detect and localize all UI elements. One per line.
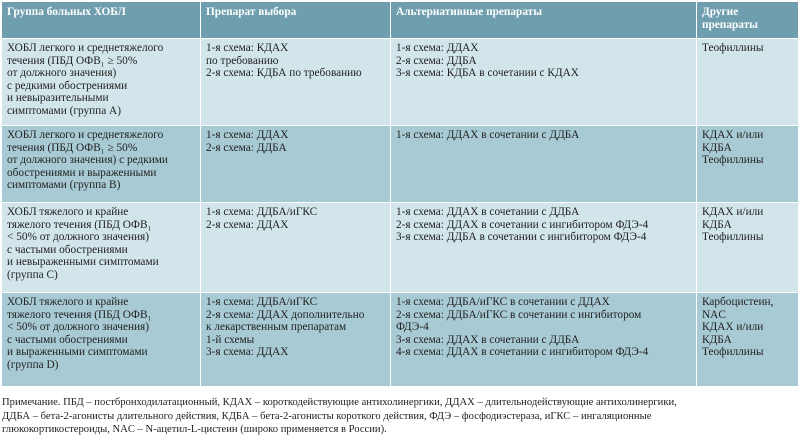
cell-drug-of-choice <box>201 39 391 126</box>
cell-alternative-drugs <box>391 293 697 387</box>
table-footnote <box>2 396 797 437</box>
text-line: 2-я схема: КДБА по требованию <box>206 67 362 80</box>
footnote-line: глюкокортикостероиды, NAC – N-ацетил-L-цистеин (широко применяется в России). <box>2 424 387 436</box>
text-line: тяжелого течения (ПБД ОФВ₁ <box>7 218 152 231</box>
cell-other-drugs <box>697 39 799 126</box>
text-line: 3-я схема: КДБА в сочетании с КДАХ <box>396 67 579 80</box>
text-line: 2-я схема: ДДАХ дополнительно <box>206 308 365 321</box>
text-line: 2-я схема: ДДАХ <box>206 218 289 231</box>
cell-patient-group <box>2 293 201 387</box>
text-line: 2-я схема: ДДБА/иГКС в сочетании с ингибитором <box>396 308 642 321</box>
cell-drug-of-choice <box>201 203 391 293</box>
text-line: 1-я схема: ДДБА/иГКС в сочетании с ДДАХ <box>396 296 610 308</box>
text-line: по требованию <box>206 54 279 67</box>
text-line: 2-я схема: ДДАХ в сочетании с ингибитором ФДЭ-4 <box>396 218 649 231</box>
header-alternative-drugs: Альтернативные препараты <box>391 2 697 39</box>
cell-alternative-drugs <box>391 203 697 293</box>
header-other-drugs <box>697 2 799 39</box>
header-patient-group: Группа больных ХОБЛ <box>2 2 201 39</box>
text-line: течения (ПБД ОФВ₁ ≥ 50% <box>7 141 138 154</box>
footnote-line: ДДБА – бета-2-агонисты длительного действия, КДБА – бета-2-агонисты короткого действия, ФДЭ – фосфодиэстераза, иГКС – ингаляционные <box>2 410 652 422</box>
text-line: обострениями и выраженными <box>7 166 157 179</box>
text-line: КДБА <box>702 333 732 346</box>
table-header-row <box>2 2 799 39</box>
text-line: КДАХ и/или <box>702 321 764 334</box>
text-line: КДАХ и/или <box>702 206 764 218</box>
copd-therapy-table <box>1 1 799 387</box>
text-line: 4-я схема: ДДАХ в сочетании с ингибитором ФДЭ-4 <box>396 346 649 359</box>
text-line: КДАХ и/или <box>702 129 764 141</box>
text-line: 1-я схема: ДДАХ в сочетании с ДДБА <box>396 206 580 218</box>
text-line: < 50% от должного значения) <box>7 231 150 244</box>
text-line: 1-я схема: КДАХ <box>206 42 289 54</box>
cell-alternative-drugs <box>391 126 697 203</box>
text-line: 2-я схема: ДДБА <box>206 141 287 154</box>
text-line: 1-я схема: ДДАХ <box>396 42 479 54</box>
text-line: и невыраженными симптомами <box>7 256 159 269</box>
table-row-group-d <box>2 293 799 387</box>
text-line: ФДЭ-4 <box>396 321 429 334</box>
text-line: тяжелого течения (ПБД ОФВ₁ <box>7 308 152 321</box>
text-line: от должного значения) <box>7 67 117 80</box>
footnote-line: Примечание. ПБД – постбронходилатационный, КДАХ – короткодействующие антихолинергики, ДДАХ – длительнодействующие антихолинергики, <box>2 397 677 408</box>
text-line: течения (ПБД ОФВ₁ ≥ 50% <box>7 54 138 67</box>
cell-patient-group <box>2 39 201 126</box>
text-line: (группа С) <box>7 268 58 281</box>
text-line: ХОБЛ легкого и среднетяжелого <box>7 42 164 54</box>
cell-patient-group <box>2 203 201 293</box>
text-line: Теофиллины <box>702 231 764 244</box>
text-line: 3-я схема: ДДБА в сочетании с ингибитором ФДЭ-4 <box>396 231 647 244</box>
text-line: 3-я схема: ДДАХ <box>206 346 289 359</box>
text-line: КДБА <box>702 141 732 154</box>
text-line: и выраженными симптомами <box>7 346 148 359</box>
text-line: Теофиллины <box>702 154 764 167</box>
cell-other-drugs <box>697 203 799 293</box>
header-drug-of-choice: Препарат выбора <box>201 2 391 39</box>
text-line: с частыми обострениями <box>7 243 128 256</box>
cell-patient-group <box>2 126 201 203</box>
cell-drug-of-choice <box>201 126 391 203</box>
text-line: 1-я схема: ДДАХ <box>206 129 289 141</box>
text-line: NAC <box>702 308 726 321</box>
text-line: ХОБЛ тяжелого и крайне <box>7 296 129 308</box>
text-line: 1-я схема: ДДАХ в сочетании с ДДБА <box>396 129 580 141</box>
cell-other-drugs <box>697 126 799 203</box>
text-line: и невыразительными <box>7 92 109 105</box>
text-line: Теофиллины <box>702 346 764 359</box>
text-line: Теофиллины <box>702 42 764 54</box>
header-other-line: препараты <box>702 18 758 31</box>
text-line: к лекарственным препаратам <box>206 321 347 334</box>
text-line: с частыми обострениями <box>7 333 128 346</box>
table-row-group-c <box>2 203 799 293</box>
text-line: ХОБЛ тяжелого и крайне <box>7 206 129 218</box>
cell-other-drugs <box>697 293 799 387</box>
text-line: симптомами (группа В) <box>7 179 121 192</box>
text-line: 1-й схемы <box>206 333 255 346</box>
text-line: от должного значения) с редкими <box>7 154 168 167</box>
text-line: Карбоцистеин, <box>702 296 774 308</box>
text-line: с редкими обострениями <box>7 79 128 92</box>
cell-alternative-drugs <box>391 39 697 126</box>
text-line: 1-я схема: ДДБА/иГКС <box>206 206 318 218</box>
text-line: 3-я схема: ДДАХ в сочетании с ДДБА <box>396 333 580 346</box>
text-line: < 50% от должного значения) <box>7 321 150 334</box>
text-line: 1-я схема: ДДБА/иГКС <box>206 296 318 308</box>
cell-drug-of-choice <box>201 293 391 387</box>
text-line: 2-я схема: ДДБА <box>396 54 477 67</box>
text-line: (группа D) <box>7 358 59 371</box>
header-other-line: Другие <box>702 6 739 18</box>
text-line: ХОБЛ легкого и среднетяжелого <box>7 129 164 141</box>
text-line: симптомами (группа А) <box>7 104 121 117</box>
table-row-group-a <box>2 39 799 126</box>
text-line: КДБА <box>702 218 732 231</box>
table-row-group-b <box>2 126 799 203</box>
